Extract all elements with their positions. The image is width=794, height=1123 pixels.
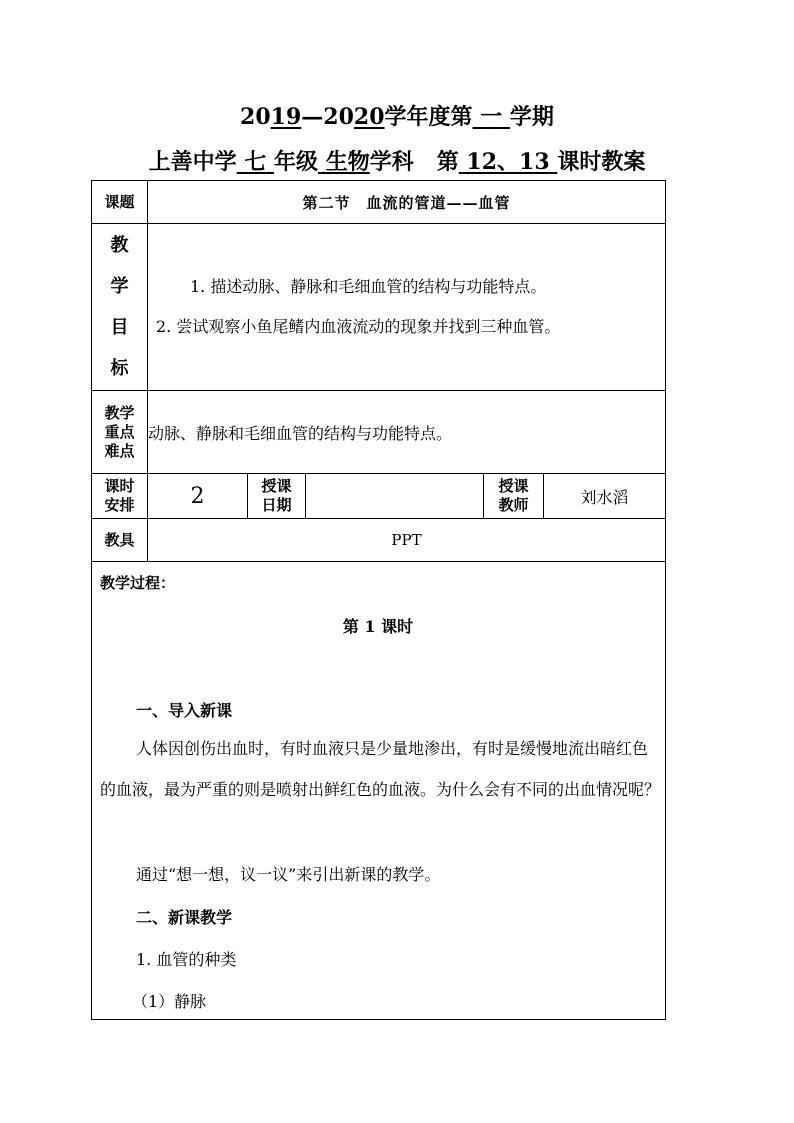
process-cell	[92, 562, 666, 1020]
school-name: 上善中学	[148, 149, 237, 175]
year-end-fill: 20	[353, 104, 385, 130]
lesson-plan-table	[91, 180, 666, 1020]
teacher-label: 授课 教师	[484, 474, 544, 519]
tools-value: PPT	[148, 519, 666, 562]
goal-item: 2. 尝试观察小鱼尾鳍内血液流动的现象并找到三种血管。	[156, 317, 561, 336]
grade-fill: 七	[244, 149, 267, 175]
subject-fill: 生物	[325, 149, 370, 175]
date-value	[306, 474, 484, 519]
list-item: 1. 血管的种类	[136, 950, 237, 969]
year-start-fill: 19	[270, 104, 302, 130]
paragraph: 人体因创伤出血时，有时血液只是少量地渗出，有时是缓慢地流出暗红色的血液，最为严重的则是喷射出鲜红色的血液。为什么会有不同的出血情况呢？	[100, 739, 661, 799]
topic-label: 课题	[92, 181, 148, 224]
lesson-fill: 12、13	[466, 149, 550, 175]
date-label: 授课 日期	[248, 474, 306, 519]
hours-value: 2	[148, 474, 248, 519]
paragraph: 通过“想一想，议一议”来引出新课的教学。	[136, 865, 441, 884]
goals-value	[148, 224, 666, 391]
list-item: （1）静脉	[132, 992, 207, 1011]
tools-label: 教具	[92, 519, 148, 562]
session-heading: 第 1 课时	[342, 617, 414, 636]
goals-label: 教 学 目 标	[92, 224, 148, 391]
process-label: 教学过程：	[100, 574, 176, 592]
teacher-value: 刘水滔	[544, 474, 666, 519]
topic-value: 第二节 血流的管道——血管	[148, 181, 666, 224]
section-heading: 一、导入新课	[136, 701, 233, 720]
document-title-lesson: 上善中学 七 年级 生物学科 第 12、13 课时教案	[148, 149, 646, 175]
key-points-label: 教学 重点 难点	[92, 391, 148, 474]
term-fill: 一	[480, 104, 503, 130]
hours-label: 课时 安排	[92, 474, 148, 519]
section-heading: 二、新课教学	[136, 908, 233, 927]
document-title-year: 2019—2020学年度第 一 学期	[240, 104, 554, 130]
goal-item: 1. 描述动脉、静脉和毛细血管的结构与功能特点。	[190, 277, 547, 296]
key-points-value: 动脉、静脉和毛细血管的结构与功能特点。	[148, 391, 666, 474]
